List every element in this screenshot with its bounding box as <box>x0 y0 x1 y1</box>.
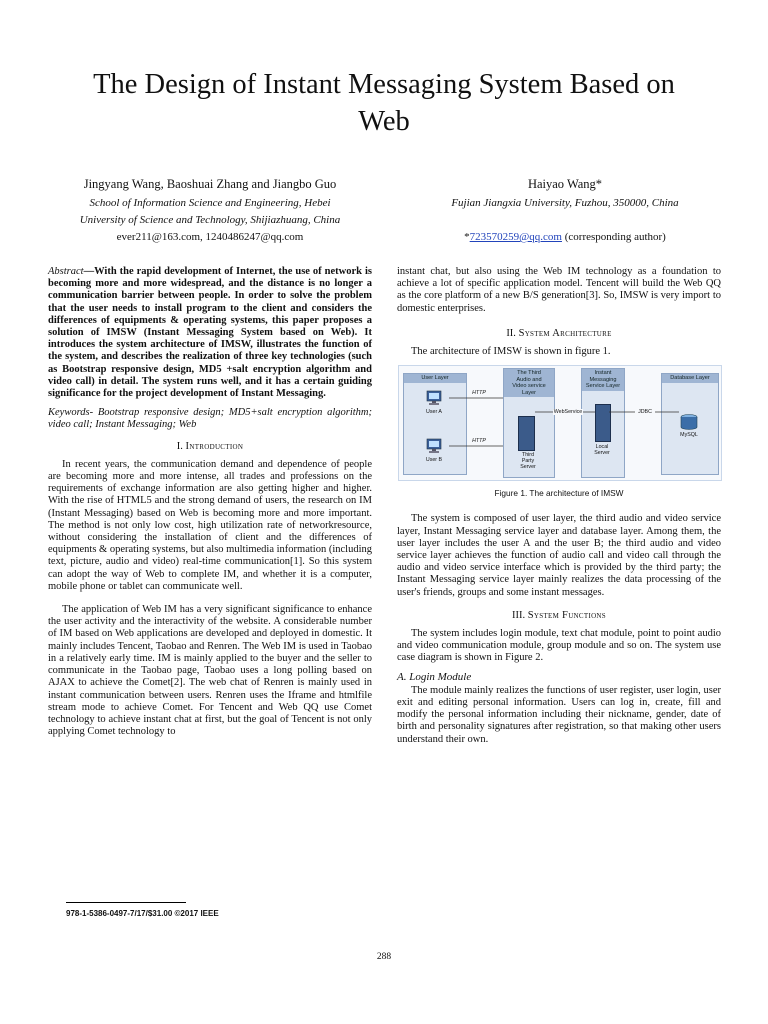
jdbc-label: JDBC <box>635 409 655 415</box>
right-column <box>397 266 721 746</box>
database-layer-label: Database Layer <box>662 374 718 383</box>
author-block-left <box>40 176 380 246</box>
keywords-text: Bootstrap responsive design; MD5+salt encryption algorithm; video call; Instant Messaging; Web <box>48 407 372 431</box>
keywords <box>48 407 372 431</box>
architecture-figure <box>398 365 722 481</box>
connector-lines <box>399 366 721 480</box>
section-2-paragraph: The system is composed of user layer, the third audio and video service layer, Instant Messaging service layer and database layer. Among them, the user layer includes the user A and the user B; the third audio and video service layer achieves the function of audio call and video call through the audio and video service interface which is provided by the third party; the Instant Messaging service layer mainly realizes the data processing of the user's friends, groups and some instant messages. <box>397 513 721 598</box>
footnote <box>66 902 219 918</box>
left-column <box>48 266 372 738</box>
email-left: ever211@163.com, 1240486247@qq.com <box>116 231 304 243</box>
subsection-a-paragraph: The module mainly realizes the functions of user register, user login, user exit and editing personal information. Users can log in, create, fill and modify the personal information including their nickname, gender, date of birth and personality signatures after registration, so that making other users understand their own. <box>397 684 721 745</box>
intro-paragraph-1: In recent years, the communication demand and dependence of people are becoming more and more intense, all trades and professions on the requirements of exchange information are also getting higher and higher. With the rise of HTML5 and the strong demand of users, the research on IM (Instant Messaging) based on Web is becoming more and more important. The method is not only low cost, high utilization rate of networkresource, without considering the installation of client and the differences of equipments & operating systems, but also multimedia information (including text, picture, audio and video) real-time communication[1]. So this system can adopt the way of Web to complete IM, and whether it is a computer, mobile phone or tablet can communicate well. <box>48 458 372 592</box>
subsection-a-heading: A. Login Module <box>397 670 472 683</box>
mysql-label: MySQL <box>680 432 698 439</box>
affiliation-left-1: School of Information Science and Engineering, Hebei <box>89 197 331 209</box>
intro-paragraph-2: The application of Web IM has a very significant significance to enhance the user activity and the interactivity of the website. A considerable number of IM based on Web applications are developed and deployed in domestic. It mainly includes Tencent, Taobao and Renren. The Web IM is used in Taobao in a relatively early time. IM is mainly applied to the buyer and the seller to communicate in the Taobao page, Taobao uses a long polling based on AJAX to achieve the Comet[2]. The web chat of Renren is mainly used in instant communication between users. Renren uses the Iframe and htmlfile stream mode to achieve Comet. For Tencent and Web QQ use Comet technology to achieve instant chat at first, but the goal of Tencent is not only applying Comet technology to <box>48 604 372 738</box>
author-block-right <box>395 176 735 246</box>
paper-title <box>0 66 768 140</box>
title-line-2: Web <box>358 106 410 137</box>
email-right: *723570259@qq.com (corresponding author) <box>464 231 666 243</box>
http-label-2: HTTP <box>472 438 486 445</box>
im-service-layer-label: Instant Messaging Service Layer <box>582 369 624 391</box>
email-link[interactable]: 723570259@qq.com <box>469 231 562 243</box>
title-line-1: The Design of Instant Messaging System Based on <box>93 69 675 100</box>
section-heading-1: I. Introduction <box>176 440 244 452</box>
abstract <box>48 266 372 400</box>
third-party-layer-label: The Third Audio and Video service Layer <box>504 369 554 397</box>
author-names-right: Haiyao Wang* <box>527 177 603 191</box>
page-number: 288 <box>376 952 392 962</box>
section-heading-3: III. System Functions <box>512 609 606 621</box>
copyright-line: 978-1-5386-0497-7/17/$31.00 ©2017 IEEE <box>66 909 219 918</box>
abstract-text: —With the rapid development of Internet, the use of network is becoming more and more widespread, and the distance is no longer a communication barrier between people. In order to solve the problem that the user needs to install program to the client and considers the differences of equipments & operating systems, this paper proposes a solution of IMSW (Instant Messaging System based on Web). It introduces the system architecture of IMSW, illustrates the function of the system, and describes the realization of three key technologies (such as Bootstrap responsive design, MD5 +salt encryption algorithm and video call) in detail. The system runs well, and it has a certain guiding significance for the project development of Instant Messaging. <box>48 266 372 400</box>
author-names-left: Jingyang Wang, Baoshuai Zhang and Jiangbo Guo <box>83 177 337 191</box>
section-heading-2: II. System Architecture <box>506 327 612 339</box>
keywords-label: Keywords- <box>48 407 94 419</box>
user-layer-label: User Layer <box>404 374 466 383</box>
affiliation-left-2: University of Science and Technology, Shijiazhuang, China <box>79 214 341 226</box>
user-a-label: User A <box>426 409 442 416</box>
footnote-rule <box>66 902 186 903</box>
figure-1-caption: Figure 1. The architecture of IMSW <box>494 488 624 499</box>
webservice-label: WebService <box>553 409 583 416</box>
affiliation-right: Fujian Jiangxia University, Fuzhou, 350000, China <box>451 197 679 209</box>
user-b-label: User B <box>425 457 443 464</box>
http-label-1: HTTP <box>472 390 486 397</box>
local-server-label: Local Server <box>594 444 610 457</box>
third-party-server-label: Third Party Server <box>520 452 536 471</box>
section-2-intro: The architecture of IMSW is shown in figure 1. <box>411 346 611 358</box>
right-paragraph-1: instant chat, but also using the Web IM technology as a foundation to achieve a lot of specific application model. Tencent will build the Web QQ as the core platform of a new B/S generation[3]. So, IMSW is very import to domestic enterprises. <box>397 266 721 314</box>
section-3-paragraph: The system includes login module, text chat module, point to point audio and video communication module, group module and so on. The system use case diagram is shown in Figure 2. <box>397 628 721 664</box>
abstract-label: Abstract <box>48 266 84 277</box>
